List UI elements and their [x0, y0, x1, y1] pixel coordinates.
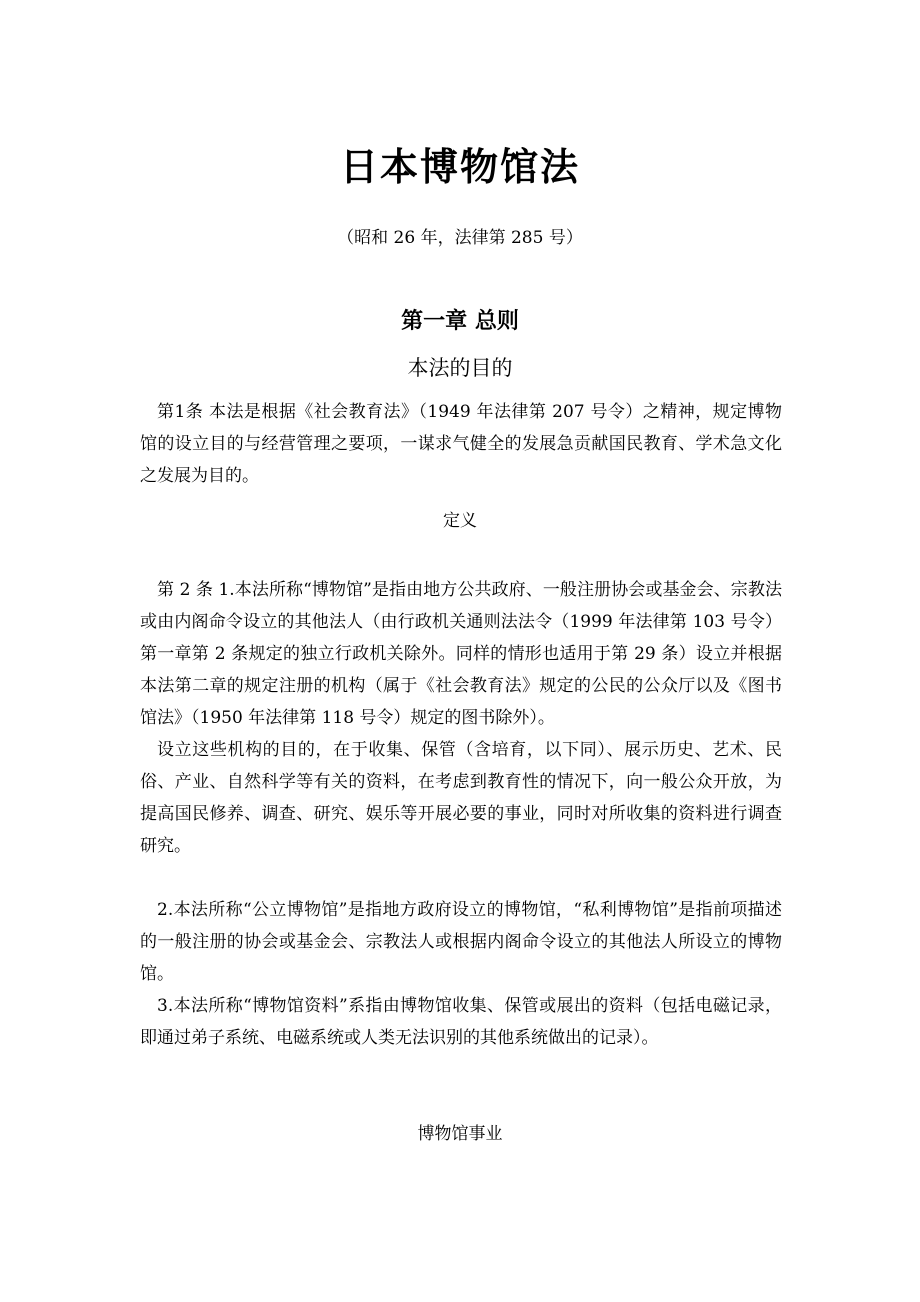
- document-subtitle: （昭和 26 年，法律第 285 号）: [337, 228, 583, 248]
- article-2-paragraph-4: 3.本法所称“博物馆资料”系指由博物馆收集、保管或展出的资料（包括电磁记录，即通过弟子系统、电磁系统或人类无法识别的其他系统做出的记录）。: [140, 996, 782, 1048]
- document-title: 日本博物馆法: [339, 144, 580, 189]
- article-2-paragraph-1: 第 2 条 1.本法所称“博物馆”是指由地方公共政府、一般注册协会或基金会、宗教法或由内阁命令设立的其他法人（由行政机关通则法法令（1999 年法律第 103 号令）第一章第 2 条规定的独立行政机关除外。同样的情形也适用于第 29 条）设立并根据本法第二章的规定注册的机构（属于《社会教育法》规定的公民的公众厅以及《图书馆法》（1950 年法律第 118 号令）规定的图书除外）。: [140, 580, 782, 728]
- article-2-paragraph-2: 设立这些机构的目的，在于收集、保管（含培育，以下同）、展示历史、艺术、民俗、产业、自然科学等有关的资料，在考虑到教育性的情况下，向一般公众开放，为提高国民修养、调查、研究、娱乐等开展必要的事业，同时对所收集的资料进行调查研究。: [140, 740, 782, 856]
- chapter-title: 第一章 总则: [401, 308, 519, 334]
- purpose-heading: 本法的目的: [407, 356, 513, 380]
- article-1-paragraph: 第1条 本法是根据《社会教育法》（1949 年法律第 207 号令）之精神，规定博物馆的设立目的与经营管理之要项，一谋求气健全的发展急贡献国民教育、学术急文化之发展为目的。: [140, 402, 782, 486]
- business-heading: 博物馆事业: [417, 1124, 503, 1144]
- article-2-paragraph-3: 2.本法所称“公立博物馆”是指地方政府设立的博物馆，“私利博物馆”是指前项描述的一般注册的协会或基金会、宗教法人或根据内阁命令设立的其他法人所设立的博物馆。: [140, 900, 782, 984]
- definition-heading: 定义: [443, 511, 477, 531]
